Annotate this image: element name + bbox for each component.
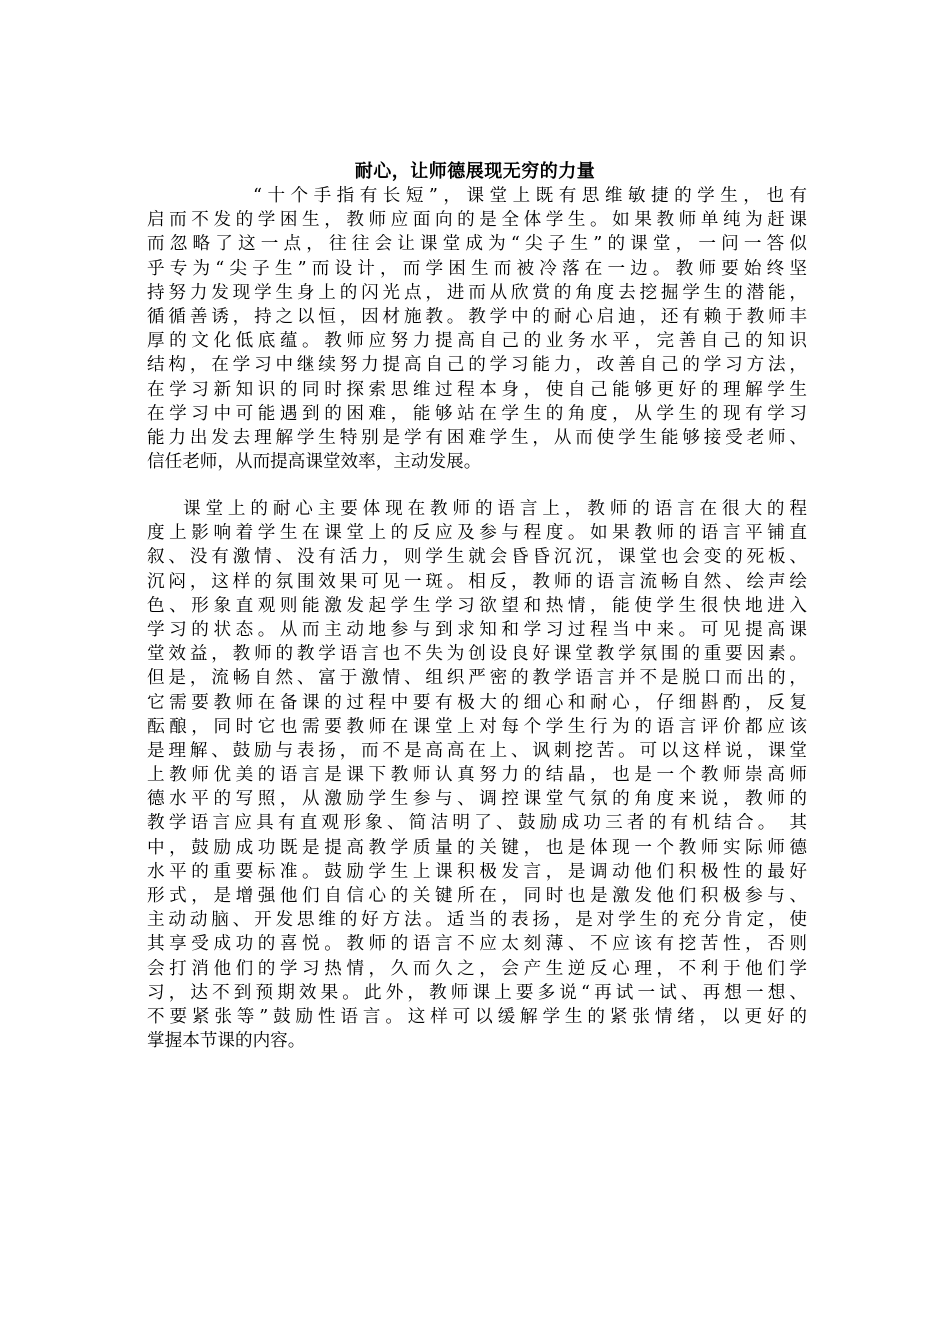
text-line: 水平的重要标准。鼓励学生上课积极发言，是调动他们积极性的最好 — [147, 861, 807, 882]
text-line: 堂效益，教师的教学语言也不失为创设良好课堂教学氛围的重要因素。 — [147, 644, 807, 665]
text-line: 在学习新知识的同时探索思维过程本身，使自己能够更好的理解学生 — [147, 379, 807, 400]
text-line: 德水平的写照，从激励学生参与、调控课堂气氛的角度来说，教师的 — [147, 789, 807, 810]
text-line: 是理解、鼓励与表扬，而不是高高在上、讽刺挖苦。可以这样说，课堂 — [147, 740, 807, 761]
text-line: 掌握本节课的内容。 — [147, 1031, 306, 1052]
text-line: 酝酿，同时它也需要教师在课堂上对每个学生行为的语言评价都应该 — [147, 716, 807, 737]
text-line: 课堂上的耐心主要体现在教师的语言上，教师的语言在很大的程 — [183, 499, 807, 519]
text-line: 主动动脑、开发思维的好方法。适当的表扬，是对学生的充分肯定，使 — [147, 910, 807, 931]
text-line: 度上影响着学生在课堂上的反应及参与程度。如果教师的语言平铺直 — [147, 523, 807, 544]
text-line: 厚的文化低底蕴。教师应努力提高自己的业务水平，完善自己的知识 — [147, 331, 807, 352]
text-line: 色、形象直观则能激发起学生学习欲望和热情，能使学生很快地进入 — [147, 595, 807, 616]
text-line: 沉闷，这样的氛围效果可见一斑。相反，教师的语言流畅自然、绘声绘 — [147, 571, 807, 592]
text-line: 乎专为“尖子生”而设计，而学困生而被冷落在一边。教师要始终坚 — [147, 258, 807, 279]
text-line: 持努力发现学生身上的闪光点，进而从欣赏的角度去挖掘学生的潜能， — [147, 282, 807, 303]
text-line: 学习的状态。从而主动地参与到求知和学习过程当中来。可见提高课 — [147, 619, 807, 640]
text-line: 信任老师，从而提高课堂效率，主动发展。 — [147, 452, 482, 473]
text-line: 它需要教师在备课的过程中要有极大的细心和耐心，仔细斟酌，反复 — [147, 692, 807, 713]
text-line: 但是，流畅自然、富于激情、组织严密的教学语言并不是脱口而出的， — [147, 668, 807, 689]
text-line: 习，达不到预期效果。此外，教师课上要多说“再试一试、再想一想、 — [147, 982, 807, 1003]
text-line: 在学习中可能遇到的困难，能够站在学生的角度，从学生的现有学习 — [147, 403, 807, 424]
text-line: 能力出发去理解学生特别是学有困难学生，从而使学生能够接受老师、 — [147, 427, 807, 448]
text-line: 其享受成功的喜悦。教师的语言不应太刻薄、不应该有挖苦性，否则 — [147, 934, 807, 955]
text-line: 而忽略了这一点，往往会让课堂成为“尖子生”的课堂，一问一答似 — [147, 234, 807, 255]
text-line: 教学语言应具有直观形象、简洁明了、鼓励成功三者的有机结合。 其 — [147, 813, 807, 834]
text-line: 形式，是增强他们自信心的关键所在，同时也是激发他们积极参与、 — [147, 886, 807, 906]
paragraph-1 — [147, 184, 807, 474]
text-line: 会打消他们的学习热情，久而久之，会产生逆反心理，不利于他们学 — [147, 958, 807, 979]
paragraph-2 — [147, 497, 807, 1053]
text-line: 结构，在学习中继续努力提高自己的学习能力，改善自己的学习方法， — [147, 355, 807, 376]
document-title: 耐心，让师德展现无穷的力量 — [354, 161, 596, 182]
text-line: 启而不发的学困生，教师应面向的是全体学生。如果教师单纯为赶课 — [147, 210, 807, 231]
text-line: 不要紧张等”鼓励性语言。这样可以缓解学生的紧张情绪，以更好的 — [147, 1006, 807, 1027]
text-line: 循循善诱，持之以恒，因材施教。教学中的耐心启迪，还有赖于教师丰 — [147, 306, 807, 327]
text-line: 叙、没有激情、没有活力，则学生就会昏昏沉沉，课堂也会变的死板、 — [147, 547, 807, 568]
text-line: “十个手指有长短”，课堂上既有思维敏捷的学生，也有 — [253, 186, 807, 206]
text-line: 上教师优美的语言是课下教师认真努力的结晶，也是一个教师崇高师 — [147, 765, 807, 786]
text-line: 中，鼓励成功既是提高教学质量的关键，也是体现一个教师实际师德 — [147, 837, 807, 858]
